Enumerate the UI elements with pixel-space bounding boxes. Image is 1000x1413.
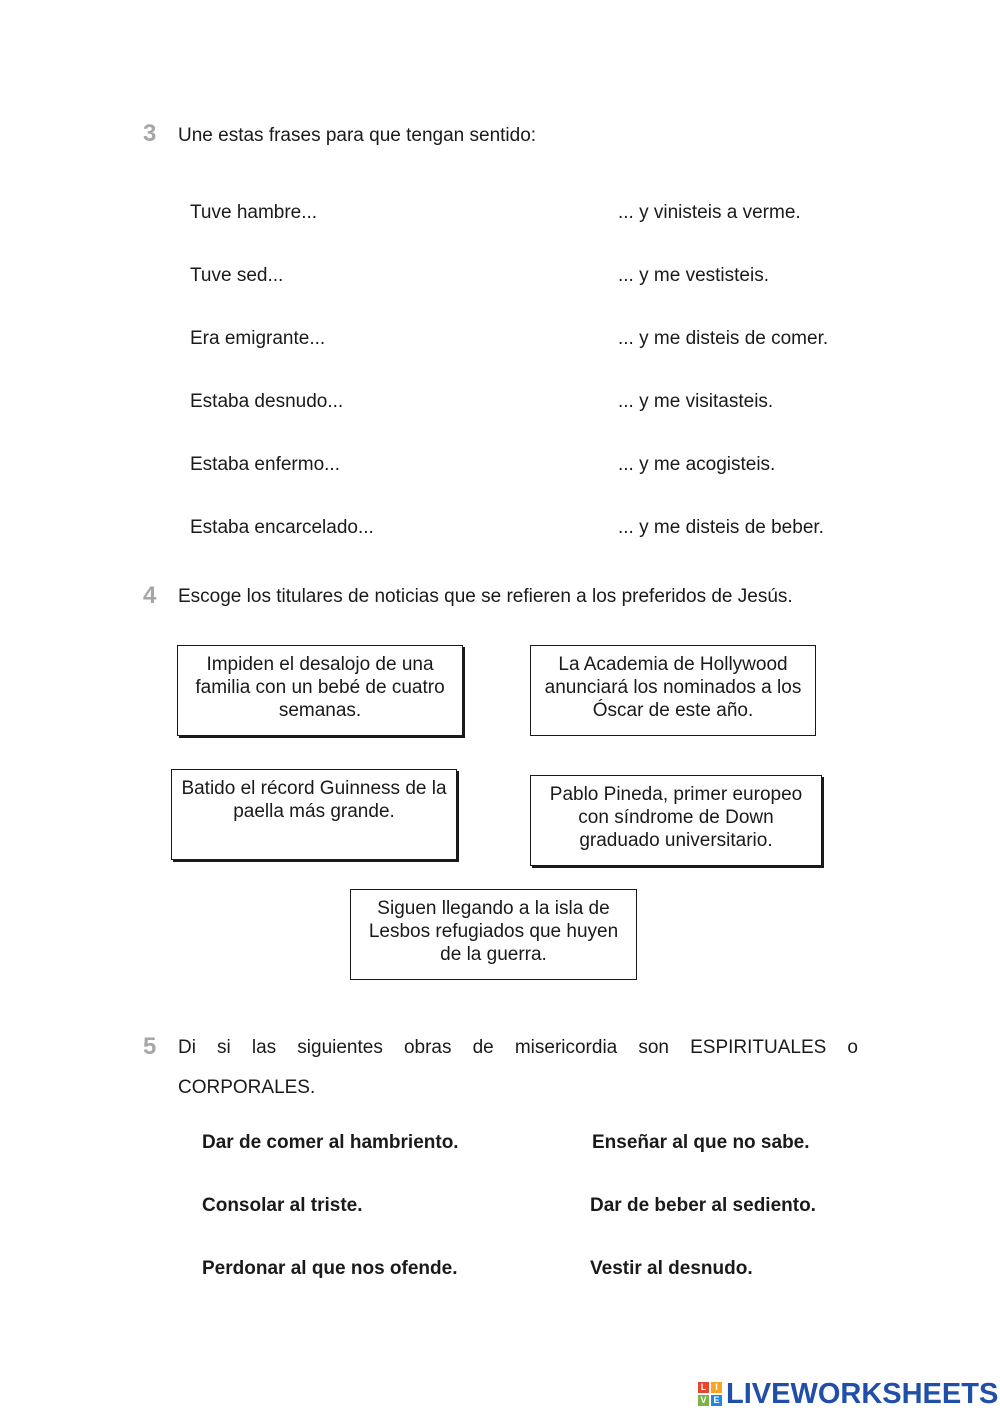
exercise-4-instruction: Escoge los titulares de noticias que se refieren a los preferidos de Jesús. — [178, 586, 793, 607]
logo-text: LIVEWORKSHEETS — [726, 1377, 999, 1410]
headline-box-hollywood[interactable]: La Academia de Hollywood anunciará los nominados a los Óscar de este año. — [530, 645, 816, 736]
match-left-item[interactable]: Estaba enfermo... — [190, 454, 340, 475]
match-right-item[interactable]: ... y me visitasteis. — [618, 391, 774, 412]
match-left-item[interactable]: Estaba desnudo... — [190, 391, 344, 412]
liveworksheets-logo-icon — [698, 1382, 722, 1406]
exercise-3-number: 3 — [143, 120, 157, 147]
headline-box-pablo-pineda[interactable]: Pablo Pineda, primer europeo con síndrome de Down graduado universitario. — [530, 775, 822, 866]
match-right-item[interactable]: ... y me acogisteis. — [618, 454, 776, 475]
logo-mark-letter: V — [698, 1395, 709, 1406]
work-of-mercy-item[interactable]: Vestir al desnudo. — [590, 1258, 753, 1279]
exercise-5-instruction-line2: CORPORALES. — [178, 1077, 316, 1098]
logo-mark-letter: I — [711, 1382, 722, 1393]
work-of-mercy-item[interactable]: Dar de beber al sediento. — [590, 1195, 816, 1216]
headline-box-paella[interactable]: Batido el récord Guinness de la paella más grande. — [171, 769, 457, 860]
match-right-item[interactable]: ... y me disteis de comer. — [618, 328, 829, 349]
headline-box-eviction[interactable]: Impiden el desalojo de una familia con un bebé de cuatro semanas. — [177, 645, 463, 736]
match-left-item[interactable]: Estaba encarcelado... — [190, 517, 374, 538]
work-of-mercy-item[interactable]: Perdonar al que nos ofende. — [202, 1258, 458, 1279]
exercise-5-instruction-line1: Di si las siguientes obras de misericordia son ESPIRITUALES o — [178, 1037, 858, 1058]
match-right-item[interactable]: ... y me disteis de beber. — [618, 517, 824, 538]
exercise-3-instruction: Une estas frases para que tengan sentido: — [178, 125, 537, 146]
work-of-mercy-item[interactable]: Dar de comer al hambriento. — [202, 1132, 459, 1153]
match-left-item[interactable]: Tuve sed... — [190, 265, 284, 286]
work-of-mercy-item[interactable]: Consolar al triste. — [202, 1195, 363, 1216]
match-left-item[interactable]: Tuve hambre... — [190, 202, 318, 223]
match-right-item[interactable]: ... y vinisteis a verme. — [618, 202, 801, 223]
logo-mark-letter: L — [698, 1382, 709, 1393]
match-left-item[interactable]: Era emigrante... — [190, 328, 326, 349]
exercise-5-number: 5 — [143, 1033, 157, 1060]
work-of-mercy-item[interactable]: Enseñar al que no sabe. — [592, 1132, 810, 1153]
liveworksheets-logo — [698, 1378, 998, 1410]
logo-mark-letter: E — [711, 1395, 722, 1406]
headline-box-lesbos[interactable]: Siguen llegando a la isla de Lesbos refugiados que huyen de la guerra. — [350, 889, 637, 980]
match-right-item[interactable]: ... y me vestisteis. — [618, 265, 769, 286]
exercise-4-number: 4 — [143, 582, 157, 609]
